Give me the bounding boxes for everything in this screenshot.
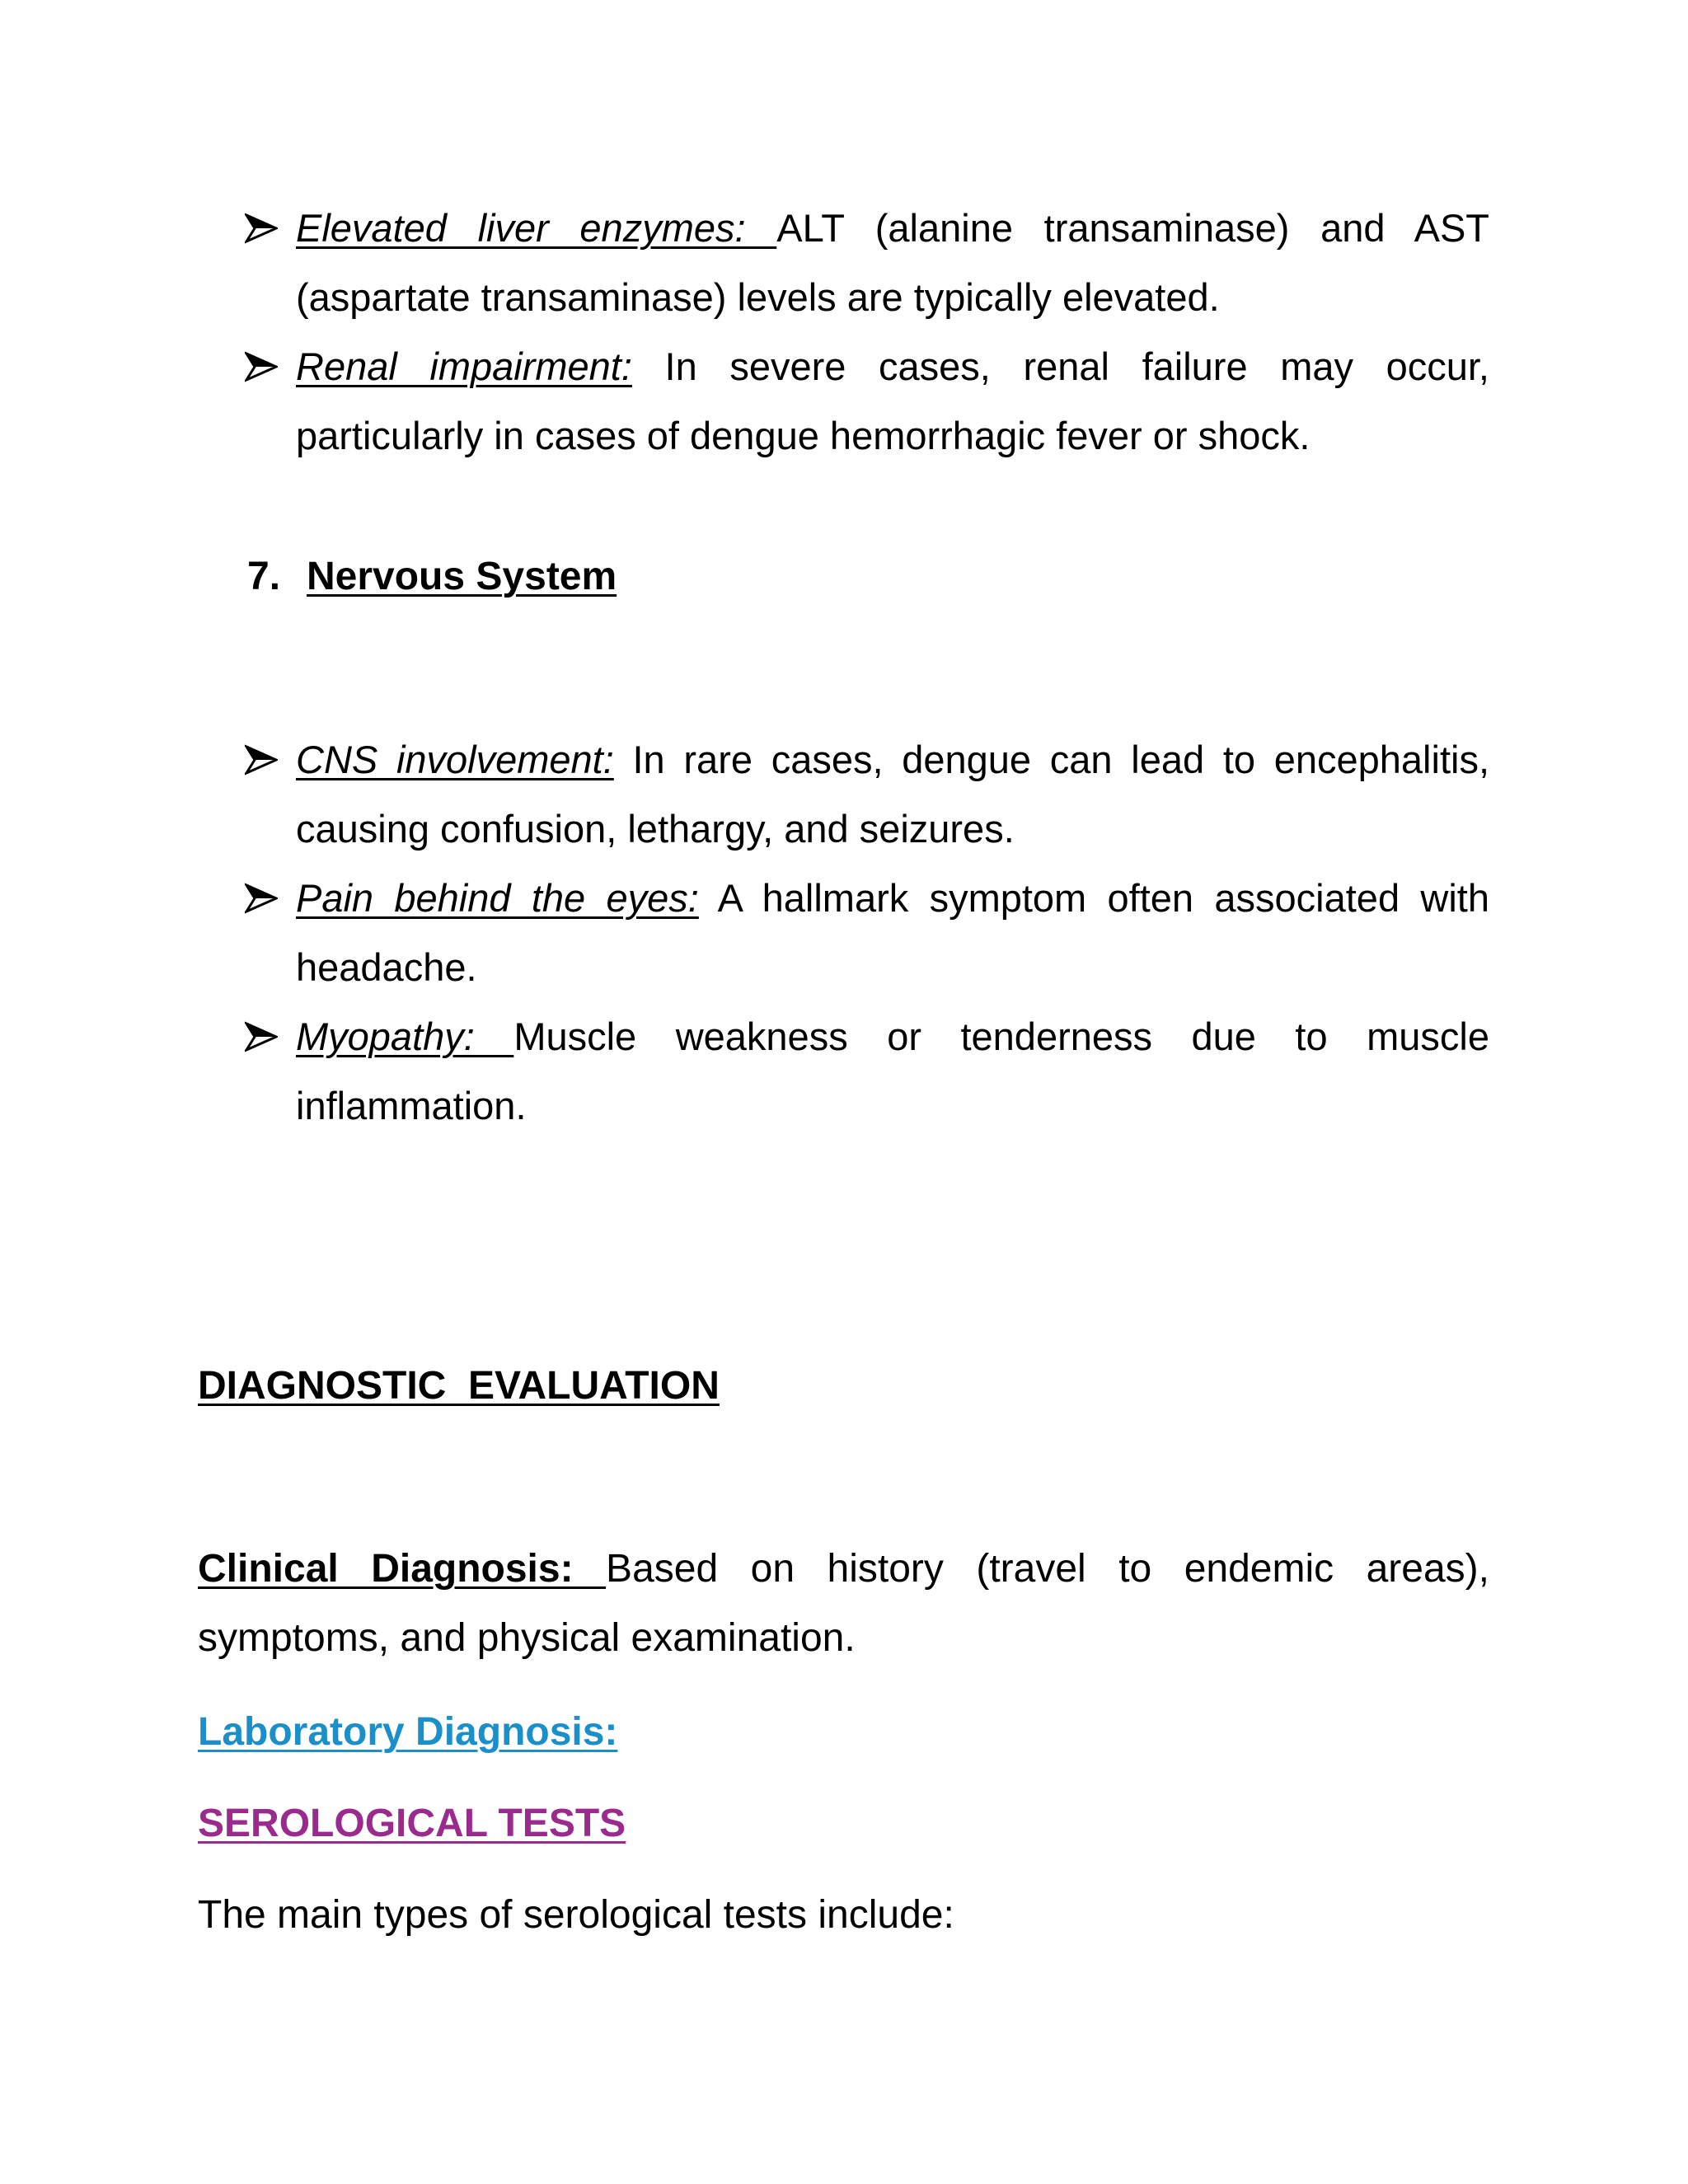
bullet-term: CNS involvement: <box>296 738 614 781</box>
nervous-system-list <box>245 725 1489 1141</box>
arrowhead-bullet-icon <box>245 350 278 383</box>
bullet-term: Renal impairment: <box>296 344 632 388</box>
bullet-text: In rare cases, dengue can lead to encephalitis, causing confusion, lethargy, and seizures. <box>296 738 1490 851</box>
arrowhead-bullet-icon <box>245 212 278 245</box>
list-item <box>245 194 1489 332</box>
bullet-term: Myopathy: <box>296 1015 514 1058</box>
section-heading <box>247 548 617 606</box>
diagnostic-heading: DIAGNOSTIC EVALUATION <box>198 1364 720 1408</box>
serological-tests-heading: SEROLOGICAL TESTS <box>198 1802 626 1845</box>
bullet-term: Pain behind the eyes: <box>296 876 699 920</box>
serological-intro: The main types of serological tests include: <box>198 1893 954 1937</box>
bullet-term: Elevated liver enzymes: <box>296 206 777 250</box>
section-number: 7. <box>247 555 281 598</box>
laboratory-diagnosis-heading: Laboratory Diagnosis: <box>198 1710 618 1754</box>
bullet-text: In severe cases, renal failure may occur, particularly in cases of dengue hemorrhagic fever or shock. <box>296 344 1489 457</box>
bullet-text: ALT (alanine transaminase) and AST (aspartate transaminase) levels are typically elevated. <box>296 206 1489 319</box>
clinical-diagnosis-paragraph <box>198 1535 1489 1673</box>
clinical-diagnosis-text: Based on history (travel to endemic areas), symptoms, and physical examination. <box>198 1547 1489 1660</box>
list-item <box>245 725 1489 864</box>
clinical-diagnosis-label: Clinical Diagnosis: <box>198 1547 607 1591</box>
arrowhead-bullet-icon <box>245 882 278 915</box>
arrowhead-bullet-icon <box>245 743 278 776</box>
organ-effects-list <box>245 194 1489 471</box>
arrowhead-bullet-icon <box>245 1020 278 1053</box>
list-item <box>245 864 1489 1002</box>
section-title: Nervous System <box>307 555 617 598</box>
list-item <box>245 1002 1489 1141</box>
list-item <box>245 332 1489 471</box>
bullet-text: Muscle weakness or tenderness due to muscle inflammation. <box>296 1015 1489 1127</box>
bullet-text: A hallmark symptom often associated with headache. <box>296 876 1489 989</box>
